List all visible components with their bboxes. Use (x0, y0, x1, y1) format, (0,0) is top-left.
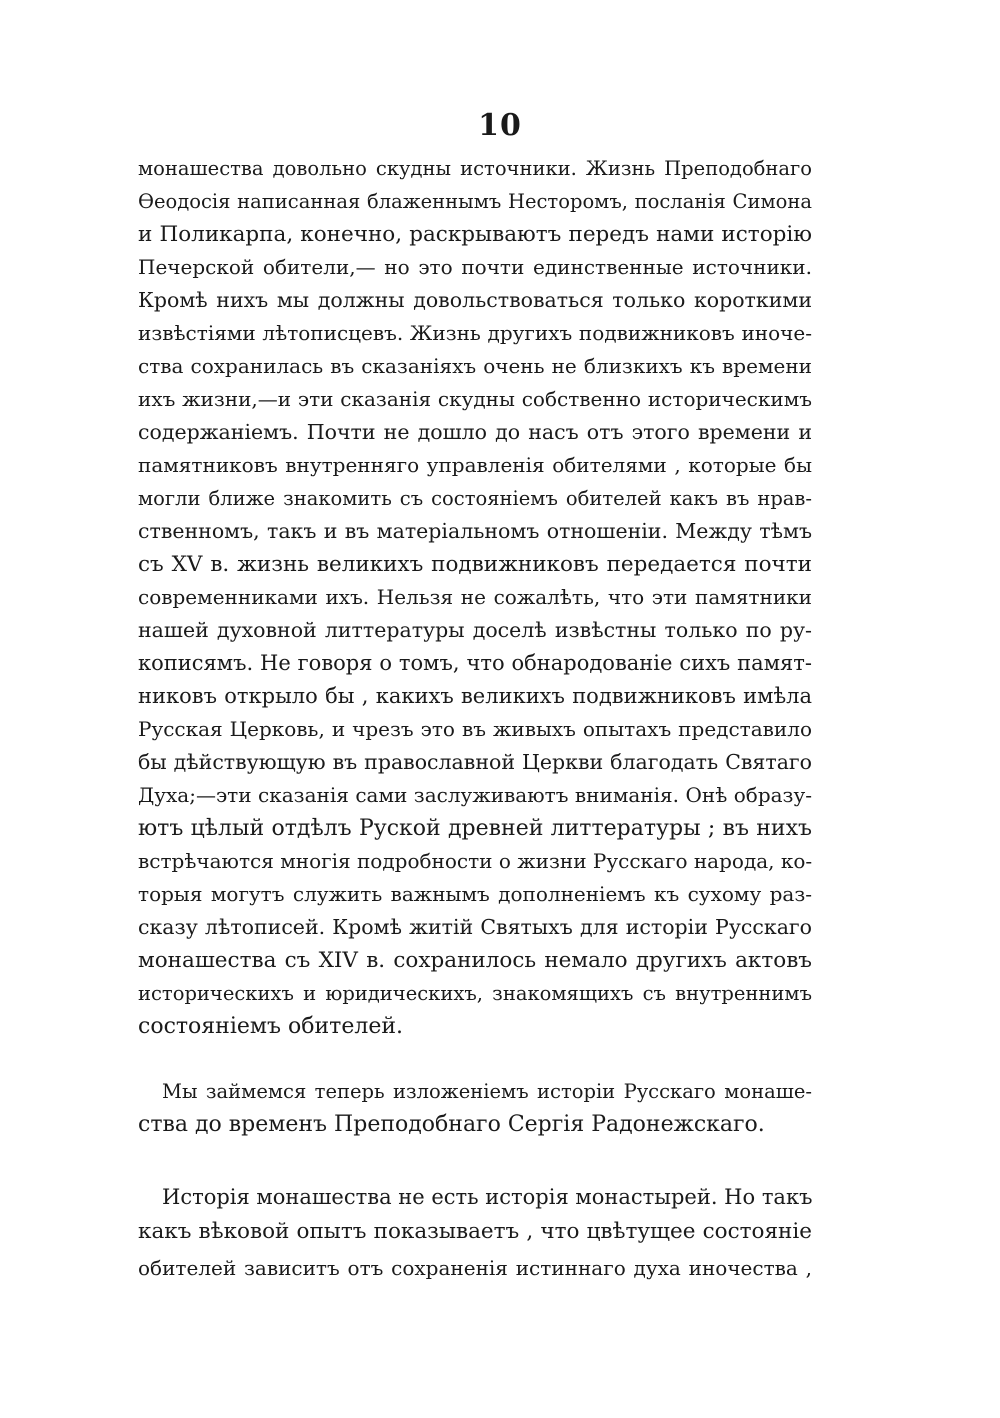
text-line: обителей зависитъ отъ сохраненія истиннаго духа иночества , (138, 1256, 812, 1280)
text-line: ства сохранилась въ сказаніяхъ очень не близкихъ къ времени (138, 354, 812, 378)
paragraph-history-of-monasticism (138, 1181, 812, 1286)
text-line: состояніемъ обителей. (138, 1014, 403, 1039)
text-line: могли ближе знакомить съ состояніемъ обителей какъ въ нрав- (138, 487, 812, 510)
text-line: ютъ цѣлый отдѣлъ Руской древней литтературы ; въ нихъ (138, 816, 812, 841)
paragraph-topic-statement (138, 1075, 812, 1141)
text-line: ственномъ, такъ и въ матеріальномъ отношеніи. Между тѣмъ (138, 519, 812, 543)
page-number: 10 (478, 108, 522, 143)
text-line: ства до временъ Преподобнаго Сергія Радонежскаго. (138, 1112, 765, 1137)
text-line: извѣстіями лѣтописцевъ. Жизнь другихъ подвижниковъ иноче- (138, 321, 812, 345)
text-line: кописямъ. Не говоря о томъ, что обнародованіе сихъ памят- (138, 651, 812, 675)
text-line: Русская Церковь, и чрезъ это въ живыхъ опытахъ представило (138, 717, 812, 741)
text-line: Өеодосія написанная блаженнымъ Несторомъ, посланія Симона (138, 190, 812, 213)
text-line: никовъ открыло бы , какихъ великихъ подвижниковъ имѣла (138, 684, 812, 708)
text-line: содержаніемъ. Почти не дошло до насъ отъ этого времени и (138, 420, 812, 444)
paragraph-monastic-sources (138, 152, 812, 1043)
text-line: встрѣчаются многія подробности о жизни Русскаго народа, ко- (138, 849, 813, 873)
text-line: какъ вѣковой опытъ показываетъ , что цвѣтущее состояніе (138, 1219, 812, 1244)
text-line: монашества съ XIV в. сохранилось немало другихъ актовъ (138, 948, 812, 973)
text-line: Печерской обители,— но это почти единственные источники. (138, 255, 812, 279)
text-line: ихъ жизни,—и эти сказанія скудны собственно историческимъ (138, 387, 812, 411)
text-line: Духа;—эти сказанія сами заслуживаютъ вниманія. Онѣ образу- (138, 783, 812, 807)
text-line: торыя могутъ служить важнымъ дополненіемъ къ сухому раз- (138, 882, 812, 906)
text-line: Мы займемся теперь изложеніемъ исторіи Русскаго монаше- (162, 1080, 812, 1103)
text-line: историческихъ и юридическихъ, знакомящихъ съ внутреннимъ (138, 982, 812, 1005)
text-line: сказу лѣтописей. Кромѣ житій Святыхъ для исторіи Русскаго (138, 915, 812, 939)
text-line: съ XV в. жизнь великихъ подвижниковъ передается почти (138, 552, 812, 577)
text-line: Исторія монашества не есть исторія монастырей. Но такъ (162, 1185, 813, 1209)
text-line: современниками ихъ. Нельзя не сожалѣть, что эти памятники (138, 585, 812, 609)
text-line: монашества довольно скудны источники. Жизнь Преподобнаго (138, 157, 812, 180)
text-line: бы дѣйствующую въ православной Церкви благодать Святаго (138, 750, 812, 774)
text-line: памятниковъ внутренняго управленія обителями , которые бы (138, 453, 812, 477)
text-line: Кромѣ нихъ мы должны довольствоваться только короткими (138, 288, 812, 312)
text-line: и Поликарпа, конечно, раскрываютъ передъ нами исторію (138, 222, 812, 247)
text-line: нашей духовной литтературы доселѣ извѣстны только по ру- (138, 618, 812, 642)
